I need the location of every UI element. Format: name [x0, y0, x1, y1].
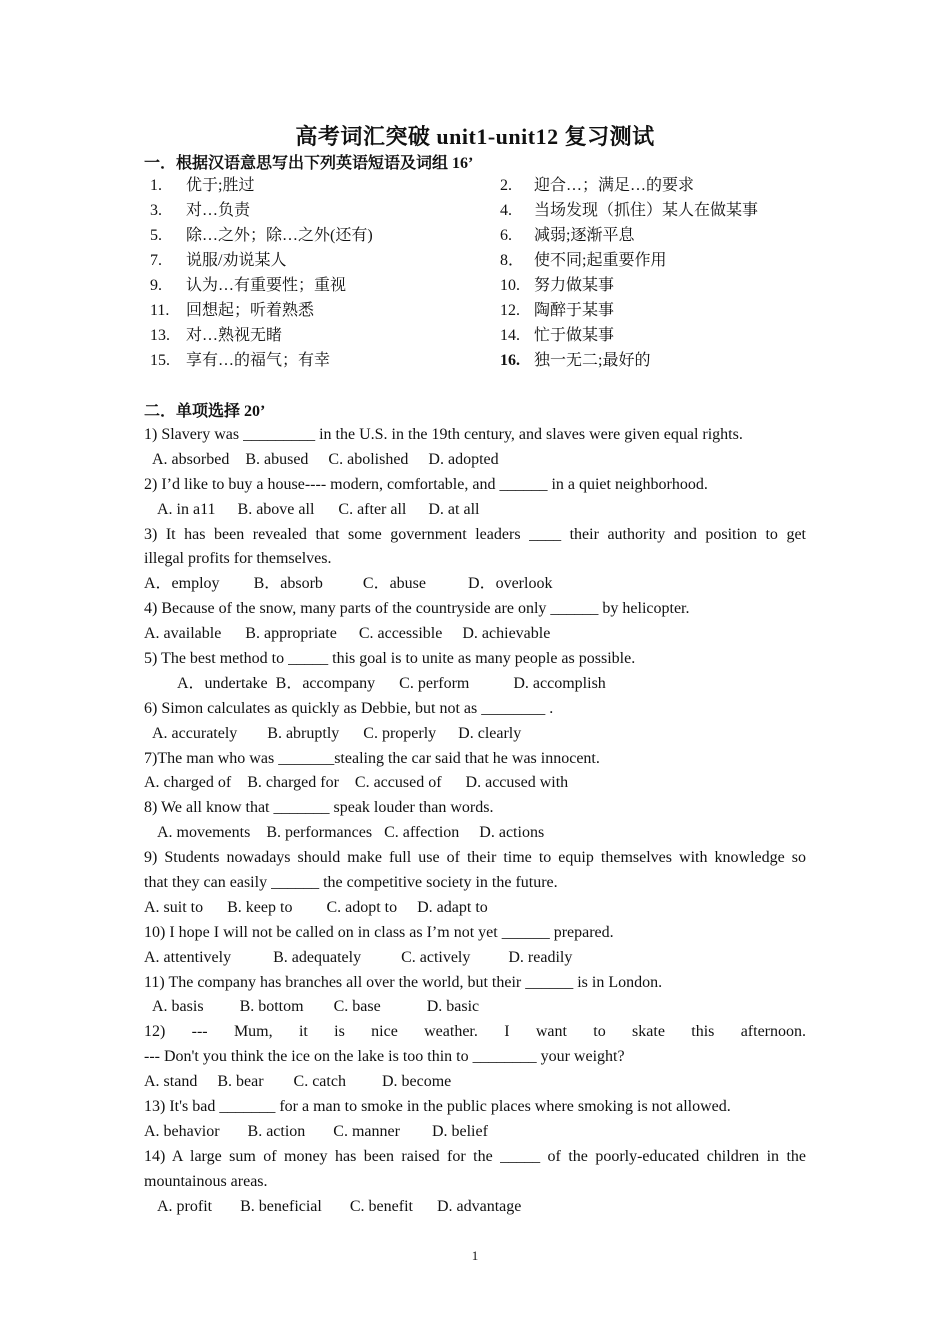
- option-c: C. manner: [333, 1122, 400, 1140]
- vocab-item: [500, 323, 850, 348]
- vocab-chinese: 优于;胜过: [186, 177, 255, 194]
- option-c: C. properly: [363, 724, 437, 742]
- question-stem: mountainous areas.: [144, 1172, 268, 1190]
- option-a: A. available: [144, 625, 222, 643]
- question-stem: 8) We all know that _______ speak louder than words.: [144, 799, 494, 817]
- question-options: [144, 498, 806, 523]
- vocab-chinese: 减弱;逐渐平息: [534, 227, 635, 244]
- question-item: [144, 1020, 806, 1095]
- question-item: [144, 846, 806, 921]
- vocab-number: 7.: [150, 252, 162, 269]
- option-c: C. catch: [293, 1073, 346, 1091]
- option-c: C. after all: [338, 500, 407, 518]
- option-c: C. actively: [401, 948, 471, 966]
- page-number: 1: [471, 1248, 479, 1263]
- vocab-number: 6.: [500, 227, 512, 244]
- option-a: A. in a11: [157, 500, 216, 518]
- vocab-chinese: 说服/劝说某人: [186, 252, 287, 269]
- vocab-item: [150, 173, 500, 198]
- vocab-row: [150, 298, 850, 323]
- vocab-chinese: 认为…有重要性；重视: [186, 277, 347, 294]
- vocab-chinese: 迎合…；满足…的要求: [534, 177, 695, 194]
- option-d: D. clearly: [458, 724, 522, 742]
- option-b: B. charged for: [247, 774, 339, 792]
- section2-heading: 二．单项选择 20’: [144, 403, 266, 420]
- option-b: B. above all: [237, 500, 315, 518]
- vocab-chinese: 陶醉于某事: [534, 302, 615, 319]
- option-b: B. abruptly: [267, 724, 340, 742]
- vocab-number: 9.: [150, 277, 162, 294]
- option-b: B. appropriate: [245, 625, 337, 643]
- option-b: B. abused: [245, 450, 309, 468]
- vocab-number: 2.: [500, 177, 512, 194]
- option-b: B．absorb: [253, 575, 323, 593]
- vocab-item: [150, 248, 500, 273]
- vocab-row: [150, 173, 850, 198]
- vocab-chinese: 独一无二;最好的: [534, 352, 651, 369]
- option-d: D. readily: [508, 948, 573, 966]
- question-item: [144, 597, 806, 647]
- option-a: A. suit to: [144, 898, 204, 916]
- vocab-chinese: 当场发现（抓住）某人在做某事: [534, 202, 759, 219]
- option-b: B. beneficial: [240, 1197, 322, 1215]
- option-d: D. actions: [479, 824, 545, 842]
- question-stem: illegal profits for themselves.: [144, 550, 332, 568]
- option-d: D. accused with: [465, 774, 569, 792]
- option-d: D. adapt to: [417, 898, 488, 916]
- option-b: B. bottom: [239, 998, 304, 1016]
- option-b: B. keep to: [227, 898, 293, 916]
- option-a: A. profit: [157, 1197, 213, 1215]
- vocab-number: 16.: [500, 352, 520, 369]
- vocab-chinese: 回想起；听着熟悉: [186, 302, 315, 319]
- vocab-chinese: 除…之外；除…之外(还有): [186, 227, 373, 244]
- question-options: [144, 672, 806, 697]
- vocab-item: [150, 348, 500, 373]
- option-b: B. performances: [266, 824, 373, 842]
- question-stem: that they can easily ______ the competitive society in the future.: [144, 874, 558, 892]
- question-item: [144, 423, 806, 473]
- option-a: A. behavior: [144, 1122, 220, 1140]
- option-c: C. abolished: [328, 450, 409, 468]
- option-d: D. basic: [426, 998, 480, 1016]
- question-options: [144, 896, 806, 921]
- vocab-item: [150, 273, 500, 298]
- question-stem: 9) Students nowadays should make full use of their time to equip themselves with knowledge so: [144, 849, 806, 867]
- question-stem: 4) Because of the snow, many parts of the countryside are only ______ by helicopter.: [144, 600, 690, 618]
- question-stem: 3) It has been revealed that some government leaders ____ their authority and position to get: [144, 525, 806, 543]
- question-item: [144, 1095, 806, 1145]
- vocab-row: [150, 323, 850, 348]
- vocab-item: [150, 323, 500, 348]
- question-options: [144, 771, 806, 796]
- vocab-row: [150, 348, 850, 373]
- question-item: [144, 473, 806, 523]
- option-c: C. adopt to: [326, 898, 398, 916]
- option-b: B. bear: [217, 1073, 264, 1091]
- question-options: [144, 722, 806, 747]
- option-c: C. affection: [384, 824, 460, 842]
- question-options: [144, 1070, 806, 1095]
- option-c: C. benefit: [349, 1197, 413, 1215]
- option-d: D. adopted: [428, 450, 499, 468]
- question-stem: 2) I’d like to buy a house---- modern, comfortable, and ______ in a quiet neighborhood.: [144, 475, 708, 493]
- option-b: B. adequately: [273, 948, 362, 966]
- option-b: B. action: [247, 1122, 306, 1140]
- question-options: [144, 995, 806, 1020]
- question-stem: 7)The man who was _______stealing the car said that he was innocent.: [144, 749, 600, 767]
- vocab-number: 4.: [500, 202, 512, 219]
- vocab-chinese: 对…熟视无睹: [186, 327, 283, 344]
- option-c: C. accused of: [354, 774, 442, 792]
- question-options: [144, 1195, 806, 1220]
- option-a: A. stand: [144, 1073, 198, 1091]
- question-stem: 12) --- Mum, it is nice weather. I want to skate this afternoon.: [144, 1023, 806, 1041]
- question-options: [144, 622, 806, 647]
- vocab-number: 3.: [150, 202, 162, 219]
- vocab-item: [500, 298, 850, 323]
- question-options: [144, 1120, 806, 1145]
- question-options: [144, 821, 806, 846]
- option-a: A. movements: [157, 824, 251, 842]
- vocab-chinese: 对…负责: [186, 202, 251, 219]
- question-item: [144, 747, 806, 797]
- question-stem: 13) It's bad _______ for a man to smoke in the public places where smoking is not allowed.: [144, 1098, 731, 1116]
- section1-heading: 一．根据汉语意思写出下列英语短语及词组 16’: [144, 155, 474, 172]
- vocab-item: [500, 223, 850, 248]
- option-d: D. become: [381, 1073, 452, 1091]
- option-d: D. accomplish: [513, 674, 606, 692]
- question-options: [144, 572, 806, 597]
- question-item: [144, 647, 806, 697]
- question-list: [144, 423, 806, 1220]
- vocab-item: [500, 198, 850, 223]
- question-options: [144, 448, 806, 473]
- question-options: [144, 946, 806, 971]
- question-stem: 1) Slavery was _________ in the U.S. in the 19th century, and slaves were given equal rights.: [144, 426, 743, 443]
- option-a: A. charged of: [144, 774, 232, 792]
- vocab-row: [150, 223, 850, 248]
- option-d: D．overlook: [468, 575, 553, 593]
- option-a: A. absorbed: [152, 450, 230, 468]
- option-a: A. basis: [152, 998, 204, 1016]
- vocab-number: 5.: [150, 227, 162, 244]
- vocab-number: 11.: [150, 302, 170, 319]
- vocab-item: [150, 223, 500, 248]
- option-a: A．undertake: [177, 674, 268, 692]
- vocab-number: 12.: [500, 302, 520, 319]
- vocab-chinese: 忙于做某事: [534, 327, 615, 344]
- question-item: [144, 921, 806, 971]
- page-title: 高考词汇突破 unit1-unit12 复习测试: [295, 124, 655, 149]
- vocab-number: 1.: [150, 177, 162, 194]
- vocab-chinese: 努力做某事: [534, 277, 615, 294]
- vocab-row: [150, 273, 850, 298]
- vocab-chinese: 享有…的福气；有幸: [186, 352, 331, 369]
- option-d: D. advantage: [436, 1197, 522, 1215]
- vocab-number: 13.: [150, 327, 170, 344]
- option-c: C. base: [333, 998, 381, 1016]
- option-d: D. belief: [431, 1122, 488, 1140]
- vocab-number: 8．: [500, 252, 525, 269]
- vocab-item: [500, 348, 850, 373]
- question-stem: --- Don't you think the ice on the lake is too thin to ________ your weight?: [144, 1048, 625, 1066]
- question-stem: 11) The company has branches all over the world, but their ______ is in London.: [144, 973, 663, 991]
- question-stem: 14) A large sum of money has been raised for the _____ of the poorly-educated children in the: [144, 1147, 806, 1165]
- vocab-number: 15.: [150, 352, 170, 369]
- question-stem: 10) I hope I will not be called on in class as I’m not yet ______ prepared.: [144, 923, 614, 941]
- vocab-item: [150, 198, 500, 223]
- vocab-row: [150, 198, 850, 223]
- question-stem: 5) The best method to _____ this goal is to unite as many people as possible.: [144, 650, 636, 668]
- option-c: C. accessible: [358, 625, 443, 643]
- option-d: D. at all: [428, 500, 480, 518]
- question-item: [144, 796, 806, 846]
- vocab-table: [150, 173, 850, 373]
- option-c: C．abuse: [362, 575, 427, 593]
- option-c: C. perform: [399, 674, 470, 692]
- question-stem: 6) Simon calculates as quickly as Debbie, but not as ________ .: [144, 699, 554, 717]
- option-a: A．employ: [144, 575, 220, 593]
- vocab-item: [150, 298, 500, 323]
- vocab-item: [500, 273, 850, 298]
- option-a: A. accurately: [152, 724, 238, 742]
- vocab-number: 14.: [500, 327, 520, 344]
- vocab-item: [500, 248, 850, 273]
- vocab-item: [500, 173, 850, 198]
- option-b: B．accompany: [275, 674, 376, 692]
- question-item: [144, 1145, 806, 1220]
- question-item: [144, 697, 806, 747]
- vocab-number: 10.: [500, 277, 520, 294]
- vocab-row: [150, 248, 850, 273]
- vocab-chinese: 使不同;起重要作用: [534, 252, 667, 269]
- option-a: A. attentively: [144, 948, 232, 966]
- question-item: [144, 971, 806, 1021]
- question-item: [144, 523, 806, 598]
- option-d: D. achievable: [462, 625, 551, 643]
